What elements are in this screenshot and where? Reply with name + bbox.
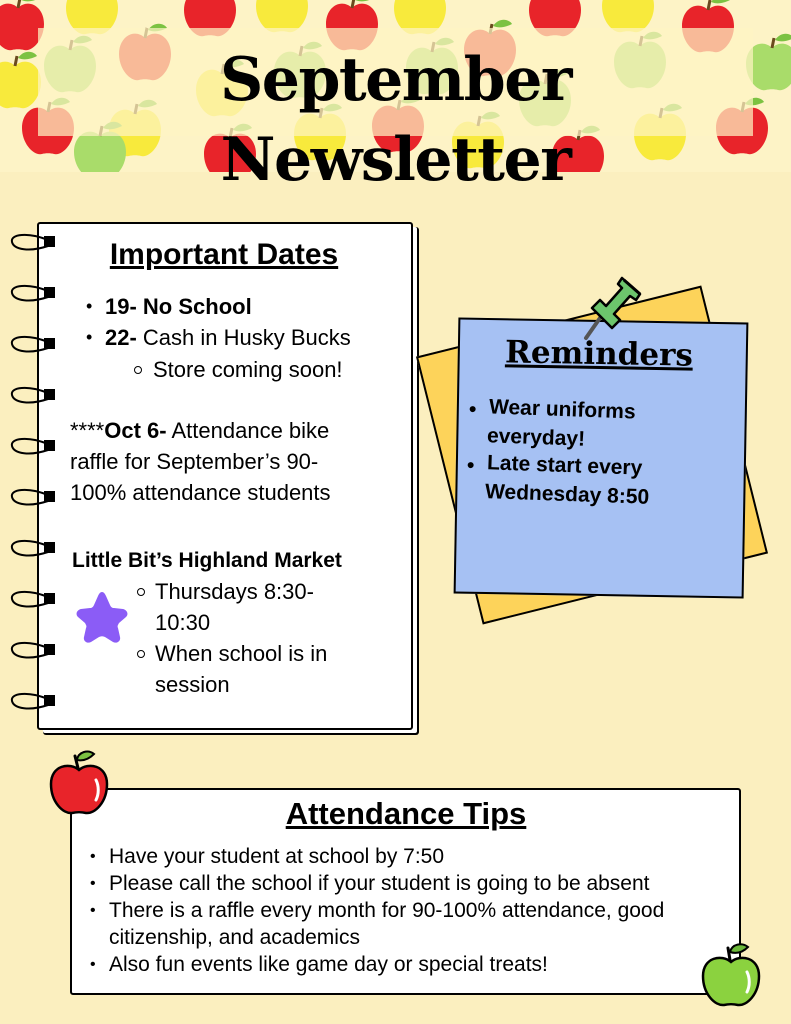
- date-item-22-text: Cash in Husky Bucks: [136, 325, 351, 350]
- date-item-22-bold: 22-: [105, 325, 137, 350]
- tip-3-line2: citizenship, and academics: [109, 926, 360, 949]
- store-coming-soon: Store coming soon!: [153, 357, 343, 382]
- bullet-icon: •: [466, 453, 475, 478]
- oct-prefix: ****: [70, 418, 105, 443]
- reminder-2-line1: Late start every: [486, 451, 643, 480]
- attendance-tips-heading: Attendance Tips: [285, 796, 527, 831]
- green-apple-icon: [700, 942, 762, 1010]
- spiral-rings: [8, 228, 66, 728]
- oct-6-line3: 100% attendance students: [70, 480, 331, 505]
- sub-bullet-icon: [137, 588, 145, 596]
- tip-3-line1: There is a raffle every month for 90-100% attendance, good: [109, 899, 665, 922]
- reminder-2-line2: Wednesday 8:50: [484, 480, 650, 509]
- reminder-1-line2: everyday!: [486, 424, 586, 451]
- sub-bullet-icon: [137, 650, 145, 658]
- date-item-19: 19- No School: [105, 294, 252, 319]
- oct-6-line1: [70, 415, 329, 446]
- reminder-1-line1: Wear uniforms: [488, 395, 637, 424]
- page-title: September Newsletter: [219, 45, 572, 195]
- important-dates-heading: Important Dates: [109, 238, 339, 271]
- date-item-22: [105, 322, 351, 353]
- pushpin-icon: [578, 272, 658, 344]
- bullet-icon: •: [90, 848, 96, 865]
- market-sub2-line1: When school is in: [155, 641, 328, 666]
- reminders-heading: Reminders: [504, 334, 694, 374]
- market-sub1-line1: Thursdays 8:30-: [155, 579, 314, 604]
- tip-1: Have your student at school by 7:50: [109, 845, 445, 868]
- sub-bullet-icon: [134, 366, 142, 374]
- star-icon: [73, 588, 131, 644]
- tip-2: Please call the school if your student is going to be absent: [109, 872, 650, 895]
- market-sub1-line2: 10:30: [155, 610, 211, 635]
- market-sub2-line2: session: [155, 672, 230, 697]
- oct-text-1: Attendance bike: [166, 418, 330, 443]
- bullet-icon: •: [90, 875, 96, 892]
- oct-date: Oct 6-: [104, 418, 167, 443]
- tip-4: Also fun events like game day or special treats!: [109, 953, 548, 976]
- bullet-icon: •: [90, 956, 96, 973]
- bullet-icon: •: [86, 296, 93, 316]
- bullet-icon: •: [86, 327, 93, 347]
- bullet-icon: •: [468, 397, 477, 422]
- oct-6-line2: raffle for September’s 90-: [70, 449, 319, 474]
- market-heading: Little Bit’s Highland Market: [72, 549, 342, 572]
- bullet-icon: •: [90, 902, 96, 919]
